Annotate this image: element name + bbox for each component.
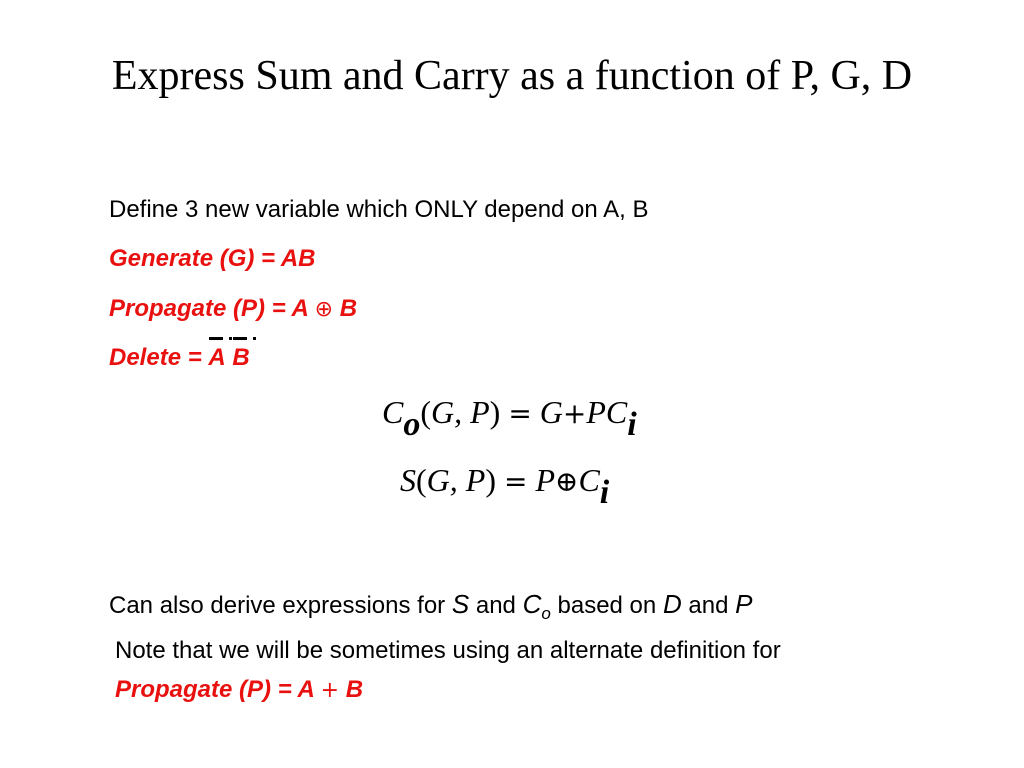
carry-equation: Co(G, P) = G+PCi: [382, 394, 637, 443]
b-bar: B: [232, 343, 249, 373]
xor-symbol: ⊕: [314, 297, 334, 322]
a-bar: A: [208, 343, 225, 373]
delete-definition: [109, 343, 250, 373]
intro-text: Define 3 new variable which ONLY depend on A, B: [109, 196, 649, 223]
sum-equation: S(G, P) = P⊕Ci: [400, 462, 610, 511]
propagate-operand-b: B: [339, 295, 358, 322]
propagate-label: Propagate (P) = A: [109, 295, 308, 322]
alt-propagate-definition: Propagate (P) = A + B: [115, 676, 364, 703]
propagate-definition: [109, 294, 357, 325]
derive-text: Can also derive expressions for S and $C_o$ based on D and P: [109, 589, 753, 623]
slide-title: Express Sum and Carry as a function of P, G, D: [111, 53, 913, 99]
generate-definition: Generate (G) = AB: [109, 245, 316, 272]
note-text: Note that we will be sometimes using an alternate definition for: [115, 637, 781, 664]
delete-label: Delete =: [109, 344, 202, 371]
